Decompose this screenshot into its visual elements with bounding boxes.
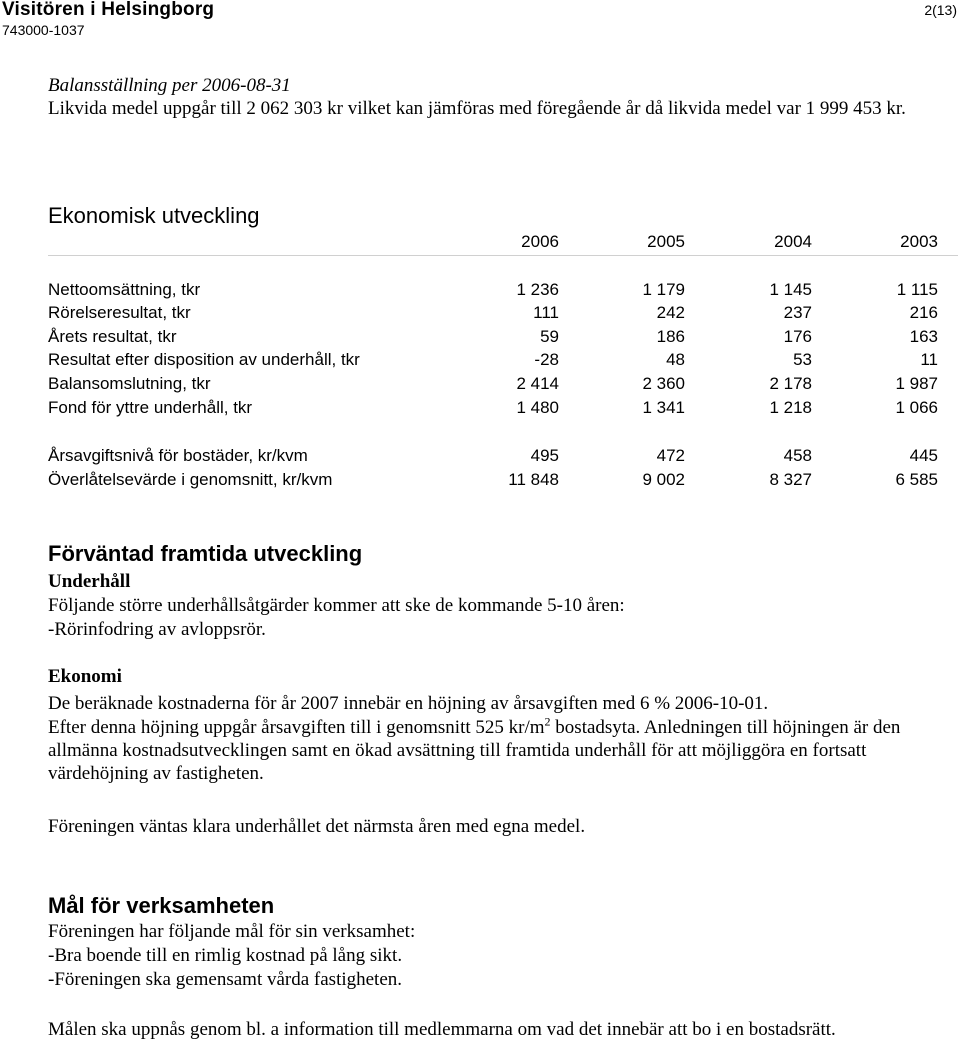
row-value: 242 xyxy=(656,303,685,322)
goal-item: -Föreningen ska gemensamt vårda fastigheten. xyxy=(48,969,403,990)
row-value: 1 218 xyxy=(769,398,812,417)
maintenance-heading: Underhåll xyxy=(48,571,131,592)
row-value: 1 179 xyxy=(642,280,685,299)
table-row xyxy=(0,350,960,373)
row-value: 176 xyxy=(783,327,812,346)
row-value: 11 xyxy=(920,350,938,369)
row-value: 472 xyxy=(656,446,685,465)
row-value: 2 360 xyxy=(642,374,685,393)
table-row xyxy=(0,398,960,421)
row-value: 1 115 xyxy=(896,280,938,299)
row-value: 111 xyxy=(533,303,559,322)
table-row xyxy=(0,446,960,469)
year-col-3: 2003 xyxy=(900,232,938,251)
goals-intro: Föreningen har följande mål för sin verksamhet: xyxy=(48,921,416,942)
header-title: Visitören i Helsingborg xyxy=(2,0,215,20)
row-value: 2 178 xyxy=(769,374,812,393)
economy-paragraph xyxy=(48,716,960,785)
row-value: 48 xyxy=(666,350,685,369)
row-value: 2 414 xyxy=(516,374,559,393)
table-row xyxy=(0,280,960,303)
page-number: 2(13) xyxy=(924,2,957,18)
row-value: 237 xyxy=(783,303,812,322)
row-label: Rörelseresultat, tkr xyxy=(48,303,191,322)
goals-heading: Mål för verksamheten xyxy=(48,893,275,918)
row-value: 163 xyxy=(909,327,938,346)
row-value: 495 xyxy=(530,446,559,465)
row-value: -28 xyxy=(534,350,559,369)
org-number: 743000-1037 xyxy=(2,22,85,38)
row-label: Årsavgiftsnivå för bostäder, kr/kvm xyxy=(48,446,308,465)
row-label: Nettoomsättning, tkr xyxy=(48,280,201,299)
goals-method: Målen ska uppnås genom bl. a information till medlemmarna om vad det innebär att bo i en bostadsrätt. xyxy=(48,1019,836,1040)
economic-heading: Ekonomisk utveckling xyxy=(48,203,260,228)
economy-text: De beräknade kostnaderna för år 2007 innebär en höjning av årsavgiften med 6 % 2006-10-01. xyxy=(48,693,769,714)
row-value: 1 480 xyxy=(516,398,559,417)
row-value: 1 066 xyxy=(895,398,938,417)
year-col-0: 2006 xyxy=(521,232,559,251)
row-label: Balansomslutning, tkr xyxy=(48,374,211,393)
year-col-2: 2004 xyxy=(774,232,812,251)
row-value: 1 341 xyxy=(642,398,685,417)
row-label: Årets resultat, tkr xyxy=(48,327,177,346)
row-value: 1 236 xyxy=(516,280,559,299)
header-divider xyxy=(48,255,958,256)
maintenance-text: Följande större underhållsåtgärder kommer att ske de kommande 5-10 åren: xyxy=(48,595,625,616)
row-label: Överlåtelsevärde i genomsnitt, kr/kvm xyxy=(48,470,333,489)
row-value: 6 585 xyxy=(895,470,938,489)
row-value: 186 xyxy=(656,327,685,346)
table-row xyxy=(0,327,960,350)
balance-text: Likvida medel uppgår till 2 062 303 kr vilket kan jämföras med föregående år då likvida medel var 1 999 453 kr. xyxy=(48,98,906,119)
row-value: 458 xyxy=(783,446,812,465)
future-heading: Förväntad framtida utveckling xyxy=(48,541,363,566)
row-value: 445 xyxy=(909,446,938,465)
row-value: 8 327 xyxy=(769,470,812,489)
maintenance-item: -Rörinfodring av avloppsrör. xyxy=(48,619,266,640)
row-value: 1 987 xyxy=(895,374,938,393)
economy-paragraph-start: Efter denna höjning uppgår årsavgiften till i genomsnitt 525 kr/m xyxy=(48,717,545,738)
row-value: 53 xyxy=(793,350,812,369)
table-row xyxy=(0,470,960,493)
goal-item: -Bra boende till en rimlig kostnad på lång sikt. xyxy=(48,945,403,966)
superscript: 2 xyxy=(544,714,551,729)
economy-conclusion: Föreningen väntas klara underhållet det närmsta åren med egna medel. xyxy=(48,816,586,837)
row-label: Resultat efter disposition av underhåll, tkr xyxy=(48,350,360,369)
row-value: 11 848 xyxy=(508,470,559,489)
row-value: 9 002 xyxy=(642,470,685,489)
row-value: 216 xyxy=(909,303,938,322)
balance-title: Balansställning per 2006-08-31 xyxy=(48,75,291,96)
row-label: Fond för yttre underhåll, tkr xyxy=(48,398,253,417)
economy-paragraph-end: bostadsyta. Anledningen till höjningen är den allmänna kostnadsutvecklingen samt en ökad avsättning till framtida underhåll för att möjliggöra en fortsatt värdehöjning av fastigheten. xyxy=(48,717,901,784)
years-header-row xyxy=(0,232,960,255)
table-row xyxy=(0,374,960,397)
year-col-1: 2005 xyxy=(647,232,685,251)
row-value: 1 145 xyxy=(769,280,812,299)
row-value: 59 xyxy=(540,327,559,346)
table-row xyxy=(0,303,960,326)
economy-heading: Ekonomi xyxy=(48,666,122,687)
